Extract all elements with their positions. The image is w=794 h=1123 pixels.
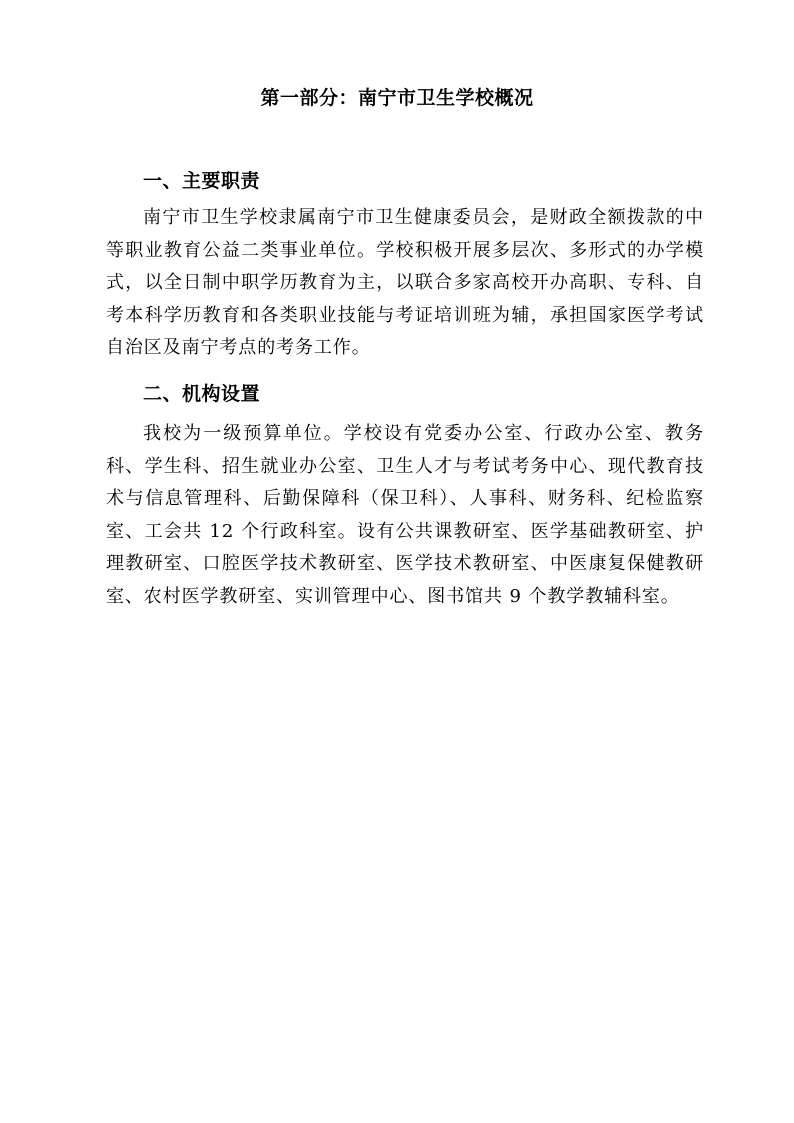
page-title: 第一部分：南宁市卫生学校概况 (260, 87, 534, 109)
section-heading-main-duties: 一、主要职责 (143, 170, 261, 192)
section-heading-organization: 二、机构设置 (143, 383, 261, 405)
section-paragraph-main-duties: 南宁市卫生学校隶属南宁市卫生健康委员会，是财政全额拨款的中等职业教育公益二类事业单位。学校积极开展多层次、多形式的办学模式，以全日制中职学历教育为主，以联合多家高校开办高职、专科、自考本科学历教育和各类职业技能与考证培训班为辅，承担国家医学考试自治区及南宁考点的考务工作。 (106, 207, 704, 359)
section-paragraph-organization: 我校为一级预算单位。学校设有党委办公室、行政办公室、教务科、学生科、招生就业办公室、卫生人才与考试考务中心、现代教育技术与信息管理科、后勤保障科（保卫科）、人事科、财务科、纪检监察室、工会共 12 个行政科室。设有公共课教研室、医学基础教研室、护理教研室、口腔医学技术教研室、医学技术教研室、中医康复保健教研室、农村医学教研室、实训管理中心、图书馆共 9 个教学教辅科室。 (106, 423, 704, 607)
